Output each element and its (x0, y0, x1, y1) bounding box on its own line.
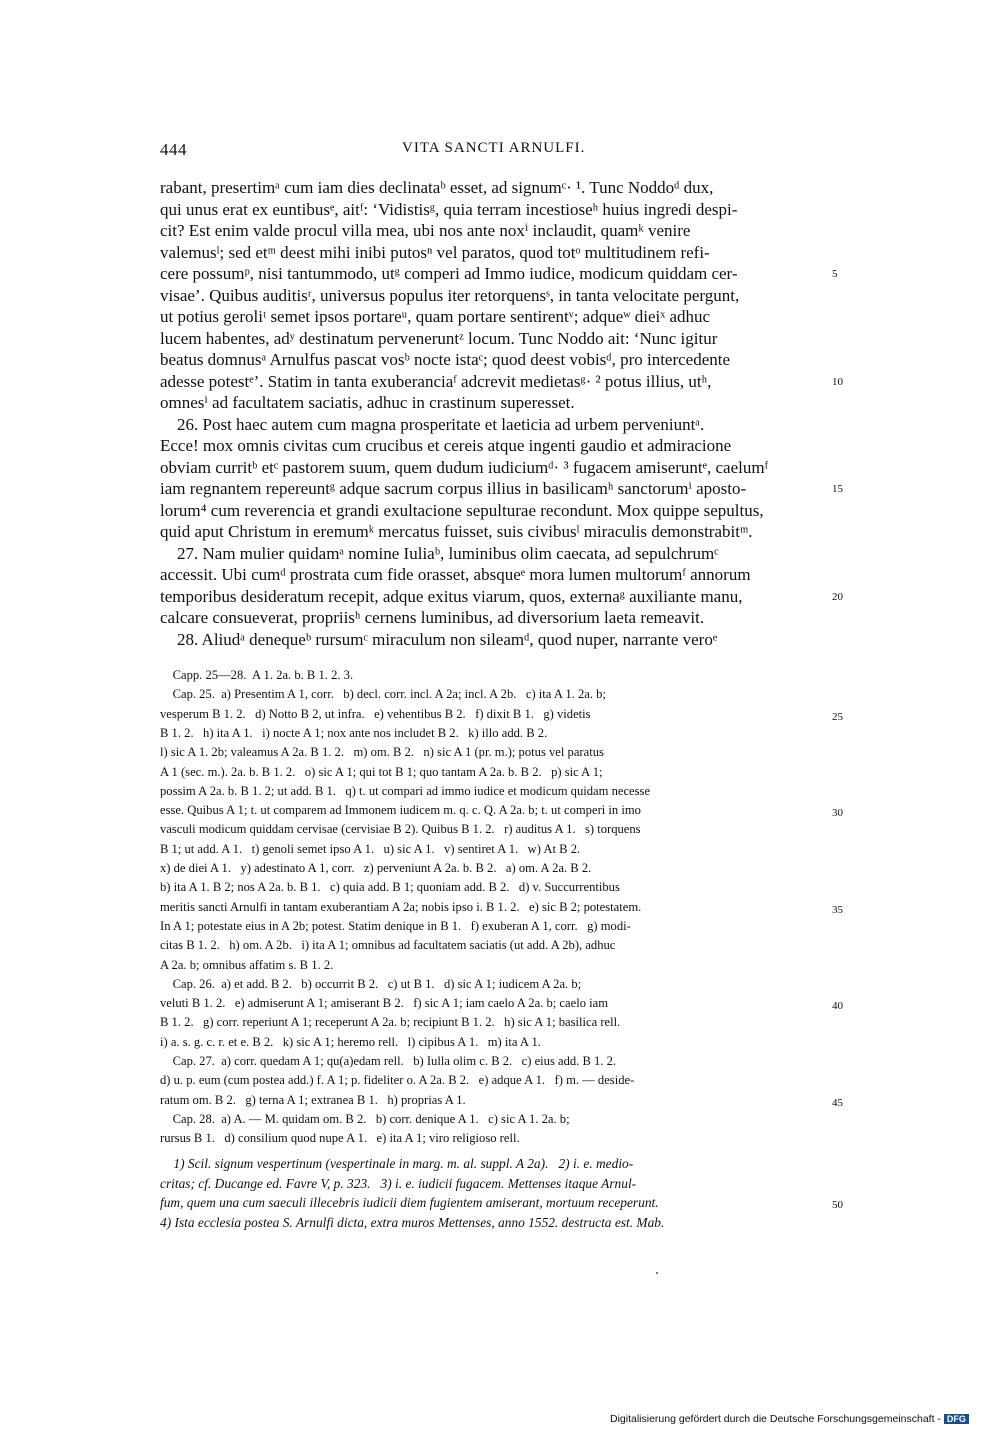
apparatus-line: l) sic A 1. 2b; valeamus A 2a. B 1. 2. m) om. B 2. n) sic A 1 (pr. m.); potus vel paratus (160, 745, 604, 760)
text-line: 26. Post haec autem cum magna prosperitate et laeticia ad urbem perveniuntᵃ. (160, 414, 705, 434)
apparatus-line: d) u. p. eum (cum postea add.) f. A 1; p. fideliter o. A 2a. B 2. e) adque A 1. f) m. — deside- (160, 1073, 635, 1088)
apparatus-line: Capp. 25—28. A 1. 2a. b. B 1. 2. 3. (160, 668, 354, 682)
apparatus-line: esse. Quibus A 1; t. ut comparem ad Immonem iudicem m. q. c. Q. A 2a. b; t. ut comperi in imo (160, 803, 641, 818)
line-number: 20 (832, 590, 843, 603)
footer-text: Digitalisierung gefördert durch die Deutsche Forschungsgemeinschaft - (610, 1413, 941, 1425)
text-line: obviam curritᵇ etᶜ pastorem suum, quem dudum iudiciumᵈ· ³ fugacem amiseruntᵉ, caelumᶠ (160, 457, 769, 477)
text-line: 27. Nam mulier quidamᵃ nomine Iuliaᵇ, luminibus olim caecata, ad sepulchrumᶜ (160, 543, 719, 563)
apparatus-line: x) de diei A 1. y) adestinato A 1, corr. z) perveniunt A 2a. b. B 2. a) om. A 2a. B 2. (160, 861, 592, 875)
dfg-logo: DFG (944, 1414, 969, 1424)
apparatus-line: ratum om. B 2. g) terna A 1; extranea B 1. h) proprias A 1. (160, 1092, 466, 1107)
apparatus-line: veluti B 1. 2. e) admiserunt A 1; amiserant B 2. f) sic A 1; iam caelo A 2a. b; caelo iam (160, 996, 609, 1011)
footnote-line: 4) Ista ecclesia postea S. Arnulfi dicta, extra muros Mettenses, anno 1552. destructa est. Mab. (160, 1214, 665, 1230)
text-line: cit? Est enim valde procul villa mea, ubi nos ante noxⁱ inclaudit, quamᵏ venire (160, 221, 691, 240)
text-line: visae’. Quibus auditisʳ, universus populus iter retorquensˢ, in tanta velocitate pergunt, (160, 285, 740, 305)
page-number: 444 (160, 140, 187, 159)
apparatus-line: A 2a. b; omnibus affatim s. B 1. 2. (160, 957, 334, 972)
line-number: 40 (832, 1000, 843, 1013)
apparatus-line: i) a. s. g. c. r. et e. B 2. k) sic A 1; heremo rell. l) cipibus A 1. m) ita A 1. (160, 1034, 541, 1049)
apparatus-line: Cap. 25. a) Presentim A 1, corr. b) decl. corr. incl. A 2a; incl. A 2b. c) ita A 1. 2a. b; (160, 687, 606, 702)
speck (656, 1272, 658, 1274)
text-line: temporibus desideratum recepit, adque exitus viarum, quos, externaᵍ auxiliante manu, (160, 586, 743, 606)
footnote-line: critas; cf. Ducange ed. Favre V, p. 323. 3) i. e. iudicii fugacem. Mettenses itaque Arnul- (160, 1175, 637, 1191)
apparatus-line: Cap. 26. a) et add. B 2. b) occurrit B 2. c) ut B 1. d) sic A 1; iudicem A 2a. b; (160, 976, 582, 991)
text-line: Ecce! mox omnis civitas cum crucibus et cereis atque ingenti gaudio et admiracione (160, 436, 732, 455)
apparatus-line: B 1; ut add. A 1. t) genoli semet ipso A 1. u) sic A 1. v) sentiret A 1. w) At B 2. (160, 841, 581, 856)
text-line: lorum⁴ cum reverencia et grandi exultacione sepulturae recondunt. Mox quippe sepultus, (160, 500, 764, 520)
funding-footer (610, 1413, 969, 1425)
line-number: 10 (832, 375, 843, 388)
apparatus-line: vesperum B 1. 2. d) Notto B 2, ut infra. e) vehentibus B 2. f) dixit B 1. g) videtis (160, 706, 591, 721)
line-number: 50 (832, 1199, 843, 1211)
line-number: 15 (832, 483, 843, 495)
text-line: 28. Aliudᵃ denequeᵇ rursumᶜ miraculum non sileamᵈ, quod nuper, narrante veroᵉ (160, 629, 718, 649)
text-line: cere possumᵖ, nisi tantummodo, utᵍ comperi ad Immo iudice, modicum quiddam cer- (160, 264, 738, 283)
footnote-line: 1) Scil. signum vespertinum (vespertinale in marg. m. al. suppl. A 2a). 2) i. e. medio- (160, 1156, 634, 1171)
text-line: adesse potestᵉ’. Statim in tanta exuberanciaᶠ adcrevit medietasᵍ· ² potus illius, utʰ, (160, 371, 712, 391)
text-line: calcare consueverat, propriisʰ cernens luminibus, ad diversorium laeta remeavit. (160, 608, 705, 627)
text-line: valemusˡ; sed etᵐ deest mihi inibi putosⁿ vel paratos, quod totᵒ multitudinem refi- (160, 242, 710, 262)
apparatus-line: Cap. 28. a) A. — M. quidam om. B 2. b) corr. denique A 1. c) sic A 1. 2a. b; (160, 1111, 570, 1126)
text-line: qui unus erat ex euntibusᵉ, aitᶠ: ‘Vidistisᵍ, quia terram incestioseʰ huius ingredi despi- (160, 199, 738, 219)
line-number: 30 (832, 807, 843, 820)
text-line: lucem habentes, adʸ destinatum perveneruntᶻ locum. Tunc Noddo ait: ‘Nunc igitur (160, 328, 718, 348)
text-line: omnesⁱ ad facultatem saciatis, adhuc in crastinum superesset. (160, 393, 575, 412)
line-number: 45 (832, 1096, 843, 1109)
apparatus-line: A 1 (sec. m.). 2a. b. B 1. 2. o) sic A 1; qui tot B 1; quo tantam A 2a. b. B 2. p) sic A 1; (160, 764, 603, 779)
apparatus-line: Cap. 27. a) corr. quedam A 1; qu(a)edam rell. b) Iulla olim c. B 2. c) eius add. B 1. 2. (160, 1054, 617, 1068)
text-line: quid aput Christum in eremumᵏ mercatus fuisset, suis civibusˡ miraculis demonstrabitᵐ. (160, 522, 753, 541)
running-title: VITA SANCTI ARNULFI. (402, 140, 586, 156)
text-line: rabant, presertimᵃ cum iam dies declinataᵇ esset, ad signumᶜ· ¹. Tunc Noddoᵈ dux, (160, 178, 714, 197)
apparatus-line: B 1. 2. g) corr. reperiunt A 1; receperunt A 2a. b; recipiunt B 1. 2. h) sic A 1; basilica rell. (160, 1015, 621, 1030)
text-line: ut potius geroliᵗ semet ipsos portareᵘ, quam portare sentirentᵛ; adqueʷ dieiˣ adhuc (160, 307, 711, 326)
text-line: accessit. Ubi cumᵈ prostrata cum fide orasset, absqueᵉ mora lumen multorumᶠ annorum (160, 565, 751, 584)
apparatus-line: possim A 2a. b. B 1. 2; ut add. B 1. q) t. ut compari ad immo iudice et modicum quidam necesse (160, 783, 651, 798)
apparatus-line: citas B 1. 2. h) om. A 2b. i) ita A 1; omnibus ad facultatem saciatis (ut add. A 2b), adhuc (160, 938, 616, 953)
text-line: iam regnantem repereuntᵍ adque sacrum corpus illius in basilicamʰ sanctorumⁱ aposto- (160, 479, 747, 498)
apparatus-line: b) ita A 1. B 2; nos A 2a. b. B 1. c) quia add. B 1; quoniam add. B 2. d) v. Succurrentibus (160, 880, 620, 895)
line-number: 35 (832, 903, 843, 916)
apparatus-line: rursus B 1. d) consilium quod nupe A 1. e) ita A 1; viro religioso rell. (160, 1131, 520, 1146)
apparatus-line: B 1. 2. h) ita A 1. i) nocte A 1; nox ante nos includet B 2. k) illo add. B 2. (160, 725, 548, 740)
line-number: 25 (832, 710, 843, 723)
text-line: beatus domnusᵃ Arnulfus pascat vosᵇ nocte istaᶜ; quod deest vobisᵈ, pro intercedente (160, 350, 731, 369)
apparatus-line: vasculi modicum quiddam cervisae (cervisiae B 2). Quibus B 1. 2. r) auditus A 1. s) torquens (160, 822, 641, 837)
apparatus-line: meritis sancti Arnulfi in tantam exuberantiam A 2a; nobis ipso i. B 1. 2. e) sic B 2; potestatem. (160, 899, 642, 914)
footnote-line: fum, quem una cum saeculi illecebris iudicii diem fugientem amiserant, mortuum receperunt. (160, 1195, 659, 1210)
apparatus-line: In A 1; potestate eius in A 2b; potest. Statim denique in B 1. f) exuberan A 1, corr. g) modi- (160, 918, 631, 933)
line-number: 5 (832, 268, 838, 280)
